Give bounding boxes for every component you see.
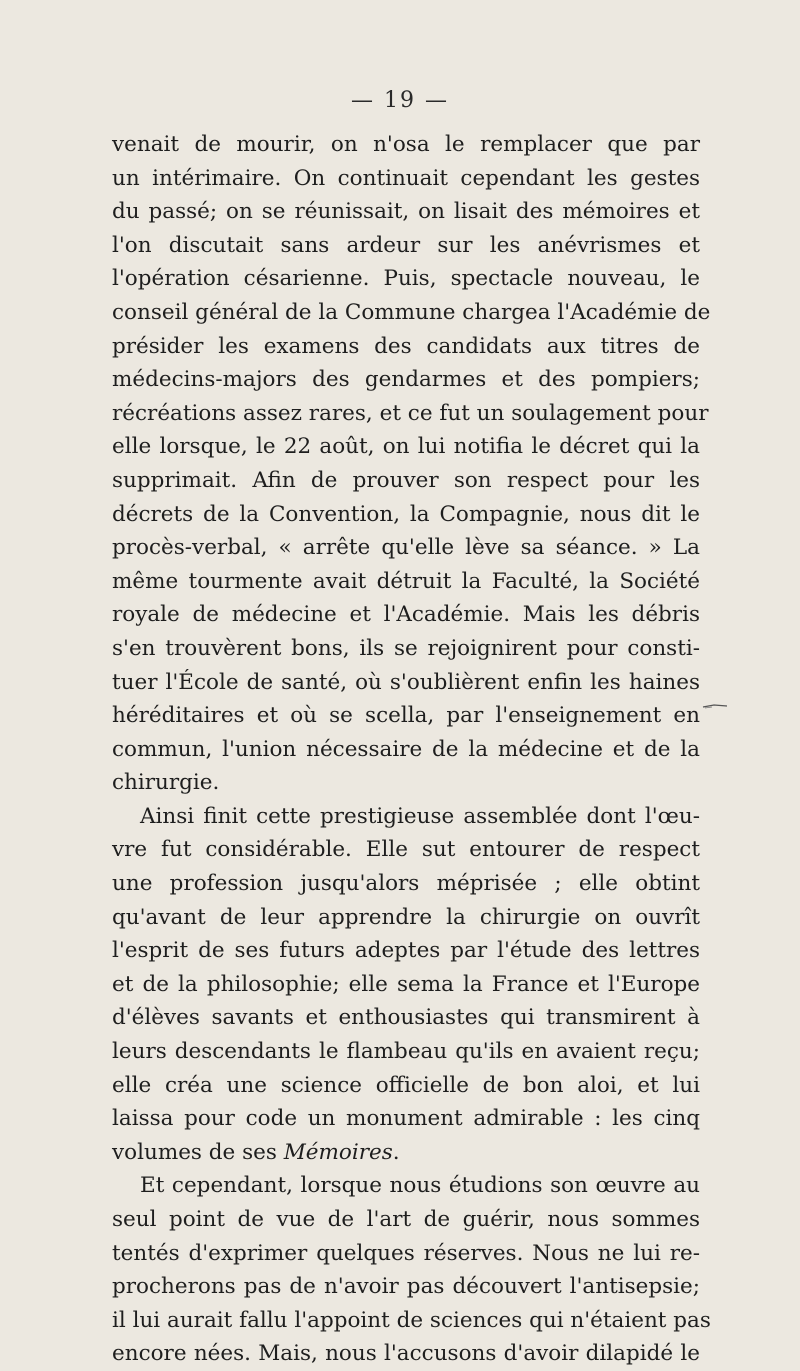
text-line: laissa pour code un monument admirable : les cinq [112,1106,700,1132]
text-line: l'opération césarienne. Puis, spectacle nouveau, le [112,266,700,292]
text-line: l'on discutait sans ardeur sur les anévrismes et [112,232,700,258]
text-line: supprimait. Afin de prouver son respect pour les [112,467,700,493]
text-line: procherons pas de n'avoir pas découvert l'antisepsie; [112,1274,700,1300]
text-line: d'élèves savants et enthousiastes qui transmirent à [112,1005,700,1031]
text-segment: volumes de ses [112,1139,277,1165]
text-line: procès-verbal, « arrête qu'elle lève sa séance. » La [112,535,700,561]
text-line: récréations assez rares, et ce fut un soulagement pour [112,400,709,426]
text-line: et de la philosophie; elle sema la France et l'Europe [112,971,700,997]
text-line: il lui aurait fallu l'appoint de sciences qui n'étaient pas [112,1307,711,1333]
text-segment: . [392,1139,400,1165]
text-line: leurs descendants le flambeau qu'ils en avaient reçu; [112,1039,700,1065]
text-line: seul point de vue de l'art de guérir, nous sommes [112,1207,700,1232]
text-line: venait de mourir, on n'osa le remplacer que par [112,132,700,157]
text-line: chirurgie. [112,770,220,796]
text-line: elle lorsque, le 22 août, on lui notifia le décret qui la [112,434,700,460]
text-line: médecins-majors des gendarmes et des pompiers; [112,367,700,393]
page-number: — 19 — [351,88,449,113]
text-line-with-italic [112,1136,700,1170]
text-line: héréditaires et où se scella, par l'enseignement en [112,703,700,729]
text-line: une profession jusqu'alors méprisée ; elle obtint [112,871,700,897]
text-line: présider les examens des candidats aux titres de [112,333,700,359]
text-line: qu'avant de leur apprendre la chirurgie on ouvrît [112,904,700,930]
paragraph-start-line: Et cependant, lorsque nous étudions son œuvre au [140,1173,700,1199]
text-line: du passé; on se réunissait, on lisait des mémoires et [112,199,700,225]
text-line: tuer l'École de santé, où s'oublièrent enfin les haines [112,669,700,695]
text-line: conseil général de la Commune chargea l'Académie de [112,299,711,325]
text-line: elle créa une science officielle de bon aloi, et lui [112,1072,700,1098]
text-line: tentés d'exprimer quelques réserves. Nous ne lui re- [112,1240,700,1266]
paragraph-start-line: Ainsi finit cette prestigieuse assemblée dont l'œu- [140,803,700,829]
text-line: s'en trouvèrent bons, ils se rejoignirent pour consti- [112,635,700,661]
text-line: décrets de la Convention, la Compagnie, nous dit le [112,501,700,527]
text-line: commun, l'union nécessaire de la médecine et de la [112,736,700,762]
text-line: même tourmente avait détruit la Faculté, la Société [112,568,700,594]
text-line: royale de médecine et l'Académie. Mais les débris [112,602,700,628]
body-text [112,128,711,1371]
text-line: l'esprit de ses futurs adeptes par l'étude des lettres [112,938,700,964]
text-line: encore nées. Mais, nous l'accusons d'avoir dilapidé le [112,1341,700,1367]
text-line: vre fut considérable. Elle sut entourer de respect [112,837,700,863]
text-line: un intérimaire. On continuait cependant les gestes [112,165,700,191]
italic-title: Mémoires [283,1139,393,1165]
margin-mark-icon [702,702,728,710]
